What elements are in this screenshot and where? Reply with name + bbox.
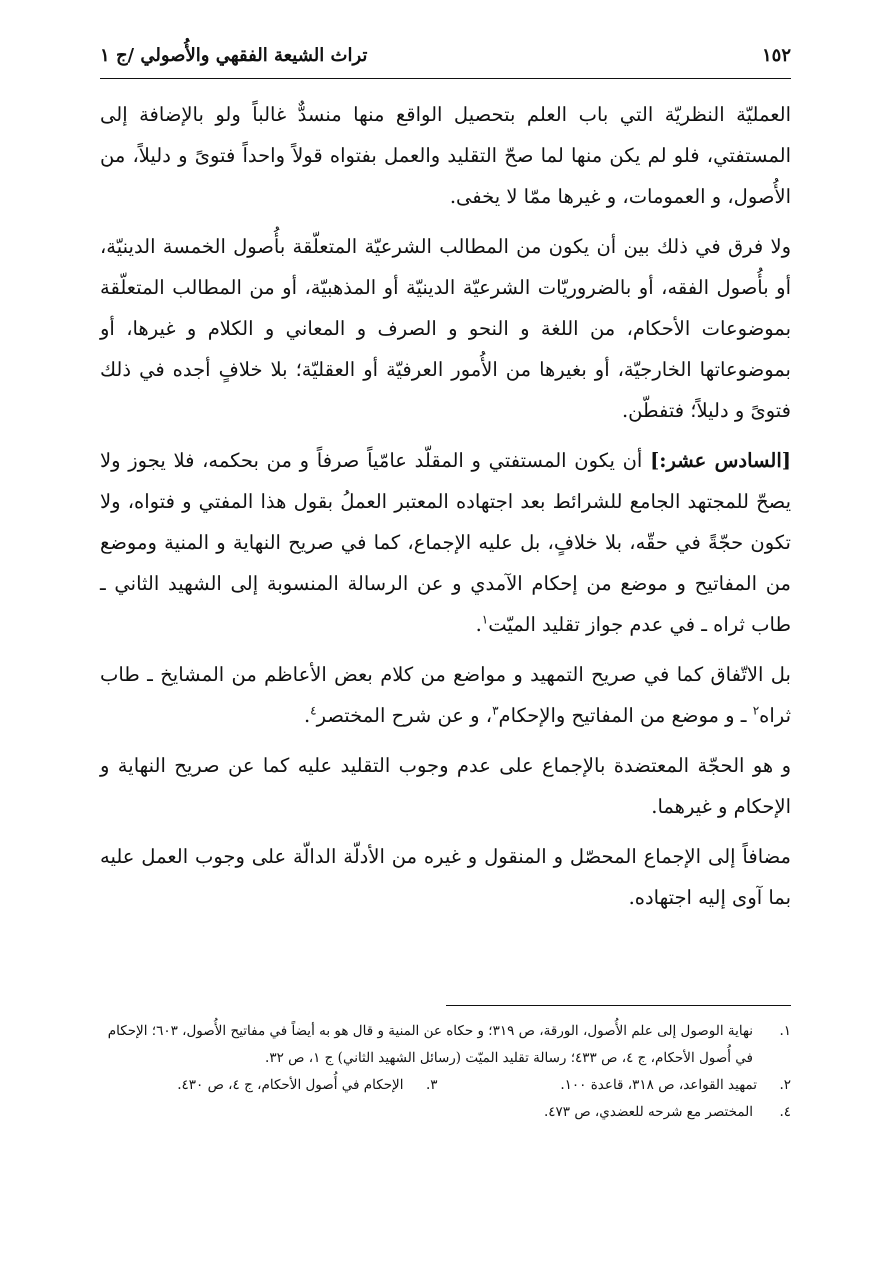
section-label: [السادس عشر:] xyxy=(650,449,791,472)
footnote-2 xyxy=(454,1072,792,1099)
footnote-3 xyxy=(100,1072,438,1099)
footnote-ref-3[interactable]: ٣ xyxy=(492,703,499,718)
footnote-text: المختصر مع شرحه للعضدي، ص ٤٧٣. xyxy=(543,1104,753,1120)
footnote-number: ٤. xyxy=(779,1104,791,1120)
paragraph-4-part-a: بل الاتّفاق كما في صريح التمهيد و مواضع من كلام بعض الأعاظم من المشايخ ـ طاب ثراه xyxy=(100,663,791,727)
footnote-ref-1[interactable]: ١ xyxy=(481,612,489,627)
page-header xyxy=(100,38,791,72)
paragraph-3-end: . xyxy=(475,613,482,636)
footnote-ref-2[interactable]: ٢ xyxy=(752,703,760,718)
footnote-text: الإحكام في أُصول الأحكام، ج ٤، ص ٤٣٠. xyxy=(177,1077,404,1093)
running-title: تراث الشيعة الفقهي والأُصولي /ج ١ xyxy=(100,44,368,66)
paragraph-3 xyxy=(100,440,791,645)
footnotes xyxy=(100,1018,791,1126)
main-text xyxy=(100,94,791,927)
header-divider xyxy=(100,78,791,79)
paragraph-4-end: . xyxy=(303,704,311,727)
footnote-ref-4[interactable]: ٤ xyxy=(310,703,317,718)
footnote-text: تمهيد القواعد، ص ٣١٨، قاعدة ١٠٠. xyxy=(560,1077,757,1093)
footnote-4 xyxy=(100,1099,791,1126)
footnote-text: نهاية الوصول إلى علم الأُصول، الورقة، ص ٣١٩؛ و حكاه عن المنية و قال هو به أيضاً في مفاتيح الأُصول، ٦٠٣؛ الإحكام في أُصول الأحكام، ج ٤، ص ٤٣٣؛ رسالة تقليد الميّت (رسائل الشهيد الثاني) ج ١، ص ٣٢. xyxy=(107,1023,753,1066)
paragraph-6: مضافاً إلى الإجماع المحصّل و المنقول و غيره من الأدلّة الدالّة على وجوب العمل عليه بما آوى إليه اجتهاده. xyxy=(100,845,791,909)
footnote-number: ١. xyxy=(779,1023,791,1039)
footnote-number: ٢. xyxy=(779,1077,791,1093)
paragraph-2: ولا فرق في ذلك بين أن يكون من المطالب الشرعيّة المتعلّقة بأُصول الخمسة الدينيّة، أو بأُصول الفقه، أو بالضروريّات الشرعيّة الدينيّة أو المذهبيّة، أو من المطالب المتعلّقة بموضوعات الأحكام، من اللغة و النحو و الصرف و المعاني و الكلام و غيرها، أو بموضوعاتها الخارجيّة، أو بغيرها من الأُمور العرفيّة أو العقليّة؛ بلا خلافٍ أجده في ذلك فتوىً و دليلاً؛ فتفطّن. xyxy=(100,235,791,422)
footnote-number: ٣. xyxy=(425,1077,438,1093)
footnote-divider xyxy=(446,1005,791,1006)
paragraph-4-part-c: ، و عن شرح المختصر xyxy=(316,704,493,727)
paragraph-4-part-b: ـ و موضع من المفاتيح والإحكام xyxy=(498,704,753,727)
paragraph-1: العمليّة النظريّة التي باب العلم بتحصيل الواقع منها منسدٌّ غالباً ولو بالإضافة إلى المستفتي، فلو لم يكن منها لما صحّ التقليد والعمل بفتواه قولاً واحداً فتوىً و دليلاً، من الأُصول، و العمومات، و غيرها ممّا لا يخفى. xyxy=(100,103,791,208)
paragraph-4 xyxy=(100,654,791,736)
page-number: ١٥٢ xyxy=(761,44,791,66)
footnote-1 xyxy=(100,1018,791,1072)
footnote-row-2-3 xyxy=(100,1072,791,1099)
paragraph-3-text: أن يكون المستفتي و المقلّد عامّياً صرفاً و من بحكمه، فلا يجوز ولا يصحّ للمجتهد الجامع للشرائط بعد اجتهاده المعتبر العملُ بقول هذا المفتي و فتواه، ولا تكون حجّةً في حقّه، بلا خلافٍ، بل عليه الإجماع، كما في صريح النهاية و المنية وموضع من المفاتيح و موضع من إحكام الآمدي و عن الرسالة المنسوبة إلى الشهيد الثاني ـ طاب ثراه ـ في عدم جواز تقليد الميّت xyxy=(100,449,791,636)
paragraph-5: و هو الحجّة المعتضدة بالإجماع على عدم وجوب التقليد عليه كما عن صريح النهاية و الإحكام و غيرهما. xyxy=(100,754,791,818)
